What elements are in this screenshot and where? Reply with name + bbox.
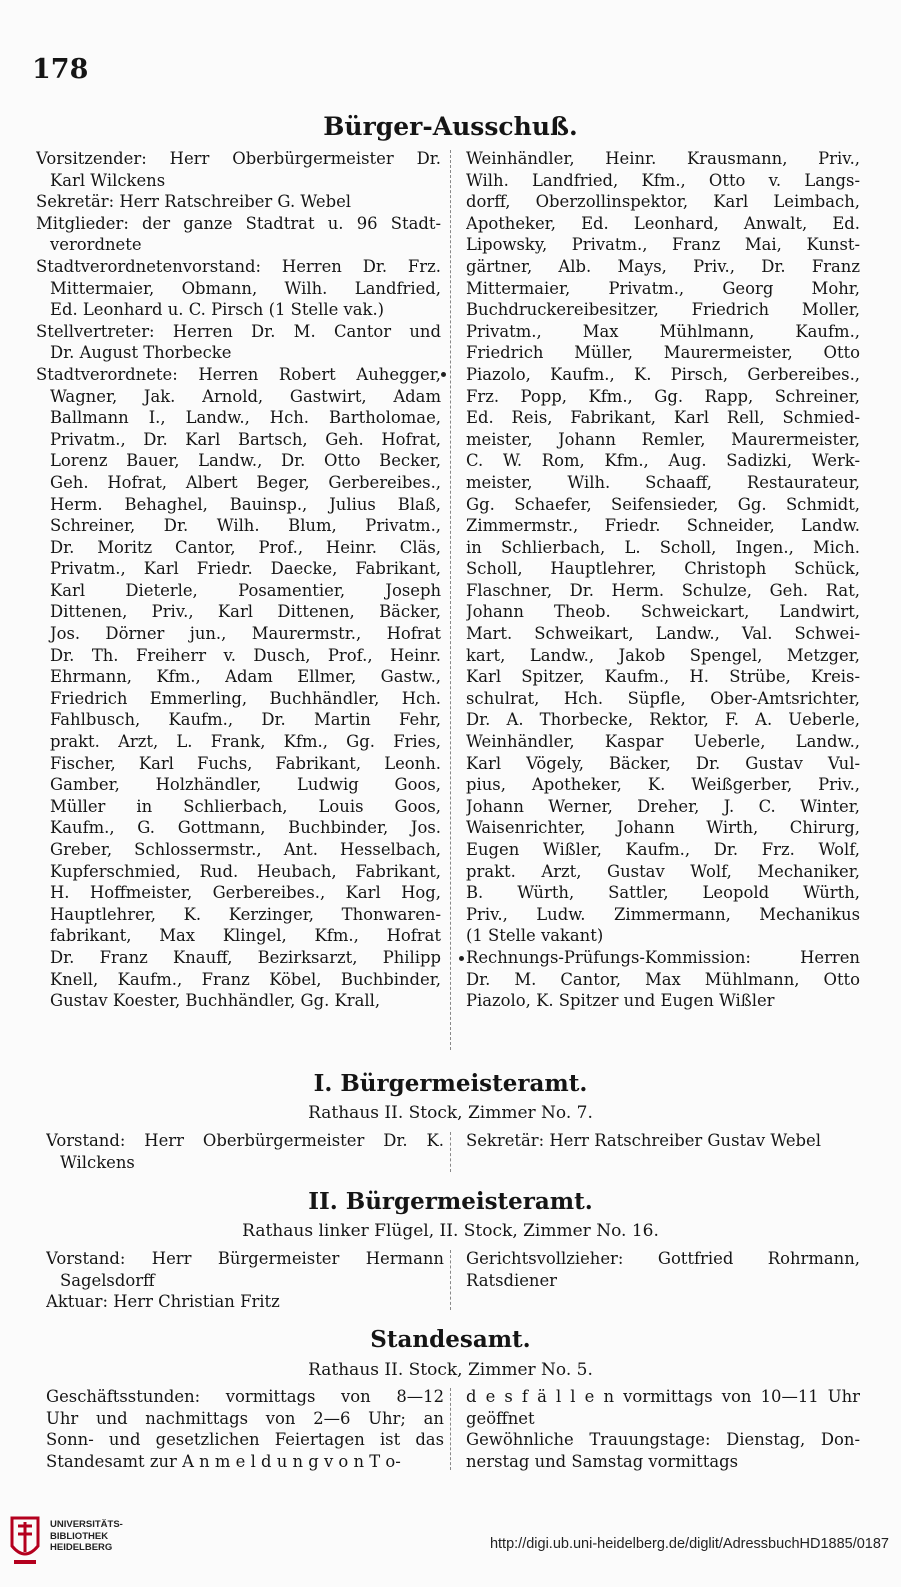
text-line: Gewöhnliche Trauungstage: Dienstag, Don- bbox=[466, 1430, 860, 1450]
text-line: Karl Dieterle, Posamentier, Joseph bbox=[50, 580, 441, 600]
text-line: Geschäftsstunden: vormittags von 8—12 bbox=[46, 1387, 444, 1406]
column-divider bbox=[450, 1132, 451, 1172]
text-line: Kaufm., G. Gottmann, Buchbinder, Jos. bbox=[50, 818, 441, 838]
text-line: Ed. Leonhard u. C. Pirsch (1 Stelle vak.) bbox=[50, 300, 385, 320]
text-line: Scholl, Hauptlehrer, Christoph Schück, bbox=[466, 559, 860, 579]
buerger-ausschuss-right-column bbox=[466, 148, 860, 1012]
bm1-right-column bbox=[466, 1130, 860, 1152]
text-line: Mittermaier, Obmann, Wilh. Landfried, bbox=[50, 278, 441, 298]
text-line: dorff, Oberzollinspektor, Karl Leimbach, bbox=[466, 192, 860, 212]
text-line: Vorstand: Herr Bürgermeister Hermann bbox=[46, 1249, 444, 1268]
text-line: Gerichtsvollzieher: Gottfried Rohrmann, bbox=[466, 1249, 860, 1268]
margin-dot bbox=[459, 956, 464, 961]
text-line: prakt. Arzt, Gustav Wolf, Mechaniker, bbox=[466, 861, 860, 881]
standesamt-right-column bbox=[466, 1386, 860, 1472]
text-line: fabrikant, Max Klingel, Kfm., Hofrat bbox=[50, 926, 441, 946]
text-line: Sekretär: Herr Ratschreiber G. Webel bbox=[36, 192, 352, 212]
text-line: Aktuar: Herr Christian Fritz bbox=[46, 1292, 280, 1312]
text-line: Gustav Koester, Buchhändler, Gg. Krall, bbox=[50, 991, 381, 1011]
library-name bbox=[50, 1519, 123, 1554]
text-line: Ed. Reis, Fabrikant, Karl Rell, Schmied- bbox=[466, 408, 860, 428]
text-line: Sekretär: Herr Ratschreiber Gustav Webel bbox=[466, 1131, 821, 1150]
text-line: meister, Wilh. Schaaff, Restaurateur, bbox=[466, 472, 860, 492]
text-line: Mart. Schweikart, Landw., Val. Schwei- bbox=[466, 624, 860, 644]
text-line: Friedrich Emmerling, Buchhändler, Hch. bbox=[50, 688, 441, 708]
text-line: Fahlbusch, Kaufm., Dr. Martin Fehr, bbox=[50, 710, 441, 730]
section-title-bm1: I. Bürgermeisteramt. bbox=[313, 1070, 588, 1097]
text-line: Karl Wilckens bbox=[50, 170, 166, 190]
text-line: Vorsitzender: Herr Oberbürgermeister Dr. bbox=[36, 149, 441, 168]
text-line: gärtner, Alb. Mays, Priv., Dr. Franz bbox=[466, 256, 860, 276]
section-title-bm2: II. Bürgermeisteramt. bbox=[308, 1188, 593, 1215]
text-line: nerstag und Samstag vormittags bbox=[466, 1451, 738, 1471]
text-line: Ratsdiener bbox=[466, 1270, 558, 1290]
text-line: Waisenrichter, Johann Wirth, Chirurg, bbox=[466, 818, 860, 838]
text-line: Dr. M. Cantor, Max Mühlmann, Otto bbox=[466, 969, 860, 989]
text-line: B. Würth, Sattler, Leopold Würth, bbox=[466, 883, 860, 903]
text-line: Fischer, Karl Fuchs, Fabrikant, Leonh. bbox=[50, 753, 441, 773]
text-line: Dr. Th. Freiherr v. Dusch, Prof., Heinr. bbox=[50, 645, 441, 665]
text-line: in Schlierbach, L. Scholl, Ingen., Mich. bbox=[466, 537, 860, 557]
text-line: Hauptlehrer, K. Kerzinger, Thonwaren- bbox=[50, 904, 441, 924]
column-divider bbox=[450, 150, 451, 1050]
text-line: Rechnungs-Prüfungs-Kommission: Herren bbox=[466, 947, 860, 967]
text-line: geöffnet bbox=[466, 1408, 535, 1428]
text-line: C. W. Rom, Kfm., Aug. Sadizki, Werk- bbox=[466, 451, 860, 471]
bm1-left-column bbox=[46, 1130, 444, 1173]
text-line: Ehrmann, Kfm., Adam Ellmer, Gastw., bbox=[50, 667, 441, 687]
text-line: Piazolo, Kaufm., K. Pirsch, Gerbereibes., bbox=[466, 364, 860, 384]
margin-dot bbox=[441, 372, 446, 377]
text-line: Piazolo, K. Spitzer und Eugen Wißler bbox=[466, 991, 775, 1011]
library-name-line: BIBLIOTHEK bbox=[50, 1530, 109, 1542]
text-line: Mittermaier, Privatm., Georg Mohr, bbox=[466, 278, 860, 298]
text-line: Gg. Schaefer, Seifensieder, Gg. Schmidt, bbox=[466, 494, 860, 514]
library-name-line: UNIVERSITÄTS- bbox=[50, 1519, 123, 1530]
standesamt-left-column bbox=[46, 1386, 444, 1472]
page-number: 178 bbox=[32, 54, 89, 85]
library-name-line: HEIDELBERG bbox=[50, 1542, 113, 1553]
text-line: Knell, Kaufm., Franz Köbel, Buchbinder, bbox=[50, 969, 441, 989]
text-line: Karl Vögely, Bäcker, Dr. Gustav Vul- bbox=[466, 753, 860, 773]
text-line: kart, Landw., Jakob Spengel, Metzger, bbox=[466, 645, 860, 665]
text-line: Mitglieder: der ganze Stadtrat u. 96 Stadt- bbox=[36, 213, 441, 233]
source-url-link[interactable]: http://digi.ub.uni-heidelberg.de/diglit/AdressbuchHD1885/0187 bbox=[489, 1536, 889, 1552]
text-line: Buchdruckereibesitzer, Friedrich Moller, bbox=[466, 300, 860, 320]
text-line: d e s f ä l l e n vormittags von 10—11 Uhr bbox=[466, 1387, 860, 1406]
text-line: H. Hoffmeister, Gerbereibes., Karl Hog, bbox=[50, 883, 441, 903]
text-line: Wilckens bbox=[60, 1152, 135, 1172]
bm2-left-column bbox=[46, 1248, 444, 1313]
text-line: Weinhändler, Kaspar Ueberle, Landw., bbox=[466, 732, 860, 752]
section-title-standesamt: Standesamt. bbox=[370, 1326, 531, 1353]
text-line: Privatm., Karl Friedr. Daecke, Fabrikant, bbox=[50, 559, 441, 579]
text-line: pius, Apotheker, K. Weißgerber, Priv., bbox=[466, 775, 860, 795]
text-line: schulrat, Hch. Süpfle, Ober-Amtsrichter, bbox=[466, 688, 860, 708]
text-line: Apotheker, Ed. Leonhard, Anwalt, Ed. bbox=[466, 213, 860, 233]
column-divider bbox=[450, 1250, 451, 1310]
text-line: Sonn- und gesetzlichen Feiertagen ist das bbox=[46, 1430, 444, 1450]
text-line: Lipowsky, Privatm., Franz Mai, Kunst- bbox=[466, 235, 860, 255]
bm2-right-column bbox=[466, 1248, 860, 1291]
text-line: Dr. A. Thorbecke, Rektor, F. A. Ueberle, bbox=[466, 710, 860, 730]
text-line: Ballmann I., Landw., Hch. Bartholomae, bbox=[50, 408, 441, 428]
section-subtitle-bm2: Rathaus linker Flügel, II. Stock, Zimmer No. 16. bbox=[242, 1221, 659, 1241]
text-line: Dittenen, Priv., Karl Dittenen, Bäcker, bbox=[50, 602, 441, 622]
text-line: Karl Spitzer, Kaufm., H. Strübe, Kreis- bbox=[466, 667, 860, 687]
text-line: Uhr und nachmittags von 2—6 Uhr; an bbox=[46, 1408, 444, 1428]
section-title-buerger-ausschuss: Bürger-Ausschuß. bbox=[323, 112, 578, 141]
text-line: Stadtverordnete: Herren Robert Auhegger, bbox=[36, 364, 441, 384]
text-line: Priv., Ludw. Zimmermann, Mechanikus bbox=[466, 904, 860, 924]
text-line: Schreiner, Dr. Wilh. Blum, Privatm., bbox=[50, 516, 441, 536]
text-line: (1 Stelle vakant) bbox=[466, 926, 604, 946]
text-line: Dr. Franz Knauff, Bezirksarzt, Philipp bbox=[50, 947, 441, 967]
text-line: Stellvertreter: Herren Dr. M. Cantor und bbox=[36, 321, 441, 341]
text-line: Weinhändler, Heinr. Krausmann, Priv., bbox=[466, 149, 860, 168]
text-line: Greber, Schlossermstr., Ant. Hesselbach, bbox=[50, 840, 441, 859]
text-line: Gamber, Holzhändler, Ludwig Goos, bbox=[50, 775, 441, 795]
text-line: Herm. Behaghel, Bauinsp., Julius Blaß, bbox=[50, 494, 441, 514]
text-line: prakt. Arzt, L. Frank, Kfm., Gg. Fries, bbox=[50, 732, 441, 752]
text-line: Privatm., Dr. Karl Bartsch, Geh. Hofrat, bbox=[50, 429, 441, 449]
text-line: Flaschner, Dr. Herm. Schulze, Geh. Rat, bbox=[466, 580, 860, 600]
column-divider bbox=[450, 1388, 451, 1470]
text-line: Stadtverordnetenvorstand: Herren Dr. Frz. bbox=[36, 256, 441, 276]
text-line: Vorstand: Herr Oberbürgermeister Dr. K. bbox=[46, 1131, 444, 1150]
text-line: verordnete bbox=[50, 235, 142, 255]
section-subtitle-standesamt: Rathaus II. Stock, Zimmer No. 5. bbox=[308, 1360, 593, 1380]
text-line: Kupferschmied, Rud. Heubach, Fabrikant, bbox=[50, 861, 441, 881]
text-line: Zimmermstr., Friedr. Schneider, Landw. bbox=[466, 516, 860, 536]
text-line: Wilh. Landfried, Kfm., Otto v. Langs- bbox=[466, 170, 860, 190]
text-line: Sagelsdorff bbox=[60, 1270, 155, 1290]
section-subtitle-bm1: Rathaus II. Stock, Zimmer No. 7. bbox=[308, 1103, 593, 1123]
text-line: Standesamt zur A n m e l d u n g v o n T o- bbox=[46, 1451, 401, 1471]
text-line: Eugen Wißler, Kaufm., Dr. Frz. Wolf, bbox=[466, 840, 860, 859]
text-line: Johann Theob. Schweickart, Landwirt, bbox=[466, 602, 860, 622]
buerger-ausschuss-left-column bbox=[36, 148, 441, 1012]
text-line: meister, Johann Remler, Maurermeister, bbox=[466, 429, 860, 449]
text-line: Lorenz Bauer, Landw., Dr. Otto Becker, bbox=[50, 451, 441, 471]
text-line: Geh. Hofrat, Albert Beger, Gerbereibes., bbox=[50, 472, 441, 492]
text-line: Müller in Schlierbach, Louis Goos, bbox=[50, 796, 441, 816]
text-line: Privatm., Max Mühlmann, Kaufm., bbox=[466, 321, 860, 341]
university-seal-icon bbox=[8, 1512, 42, 1570]
text-line: Johann Werner, Dreher, J. C. Winter, bbox=[466, 796, 860, 816]
text-line: Frz. Popp, Kfm., Gg. Rapp, Schreiner, bbox=[466, 386, 860, 406]
text-line: Dr. August Thorbecke bbox=[50, 343, 232, 363]
text-line: Wagner, Jak. Arnold, Gastwirt, Adam bbox=[50, 386, 441, 406]
text-line: Jos. Dörner jun., Maurermstr., Hofrat bbox=[50, 624, 441, 644]
text-line: Friedrich Müller, Maurermeister, Otto bbox=[466, 343, 860, 363]
text-line: Dr. Moritz Cantor, Prof., Heinr. Cläs, bbox=[50, 537, 441, 557]
